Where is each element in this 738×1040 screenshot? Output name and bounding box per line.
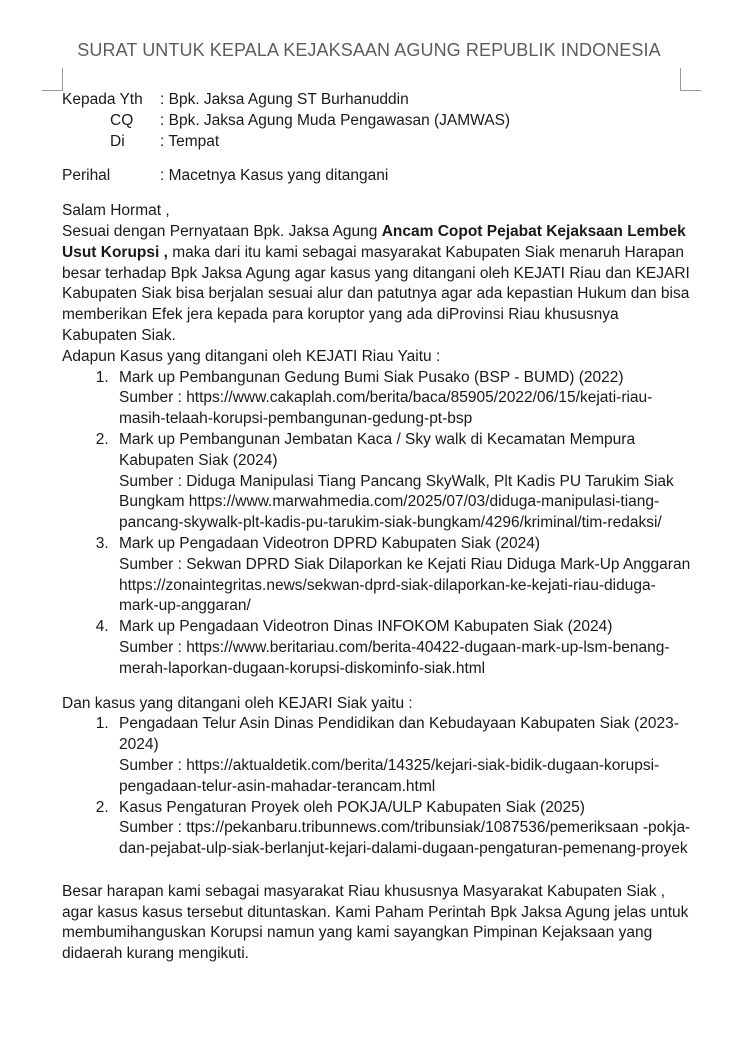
margin-corner-mark-left (42, 68, 63, 91)
case-source: Sumber : Diduga Manipulasi Tiang Pancang SkyWalk, Plt Kadis PU Tarukim Siak Bungkam https://www.marwahmedia.com/2025/07/03/diduga-manipulasi-tiang-pancang-skywalk-plt-kadis-pu-tarukim-siak-bungkam/4296/kriminal/tim-redaksi/ (119, 472, 674, 532)
address-value: : Bpk. Jaksa Agung ST Burhanuddin (160, 91, 409, 108)
intro-text: Sesuai dengan Pernyataan Bpk. Jaksa Agung (62, 222, 382, 240)
intro-paragraph (62, 222, 692, 347)
greeting: Salam Hormat , (62, 202, 170, 220)
case-title: Mark up Pengadaan Videotron DPRD Kabupaten Siak (2024) (119, 534, 541, 552)
case-title: Mark up Pengadaan Videotron Dinas INFOKOM Kabupaten Siak (2024) (119, 618, 613, 636)
address-label: CQ (110, 111, 134, 129)
list-item (113, 617, 692, 679)
kejati-heading: Adapun Kasus yang ditangani oleh KEJATI Riau Yaitu : (62, 347, 441, 365)
kejati-case-list (62, 368, 692, 680)
kejari-heading: Dan kasus yang ditangani oleh KEJARI Siak yaitu : (62, 694, 413, 712)
margin-corner-mark-right (680, 68, 701, 91)
closing-paragraph: Besar harapan kami sebagai masyarakat Riau khususnya Masyarakat Kabupaten Siak , agar kasus kasus tersebut dituntaskan. Kami Paham Perintah Bpk Jaksa Agung jelas untuk membumihanguskan Korupsi namun yang kami sayangkan Pimpinan Kejaksaan yang didaerah kurang mengikuti. (62, 882, 689, 963)
case-title: Pengadaan Telur Asin Dinas Pendidikan dan Kebudayaan Kabupaten Siak (2023-2024) (119, 715, 679, 754)
case-source: Sumber : https://www.cakaplah.com/berita/baca/85905/2022/06/15/kejati-riau-masih-telaah-korupsi-pembangunan-gedung-pt-bsp (119, 389, 653, 428)
address-row (62, 111, 692, 132)
document-title: SURAT UNTUK KEPALA KEJAKSAAN AGUNG REPUBLIK INDONESIA (77, 40, 661, 60)
case-source: Sumber : https://aktualdetik.com/berita/14325/kejari-siak-bidik-dugaan-korupsi-pengadaan-telur-asin-mahadar-terancam.html (119, 756, 660, 795)
case-source: Sumber : https://www.beritariau.com/berita-40422-dugaan-mark-up-lsm-benang-merah-laporkan-dugaan-korupsi-diskominfo-siak.html (119, 638, 670, 677)
address-label: Di (110, 132, 125, 150)
list-item (113, 798, 692, 860)
case-title: Mark up Pembangunan Gedung Bumi Siak Pusako (BSP - BUMD) (2022) (119, 368, 624, 386)
list-item (113, 534, 692, 617)
subject-value: : Macetnya Kasus yang ditangani (160, 167, 389, 185)
case-source: Sumber : Sekwan DPRD Siak Dilaporkan ke Kejati Riau Diduga Mark-Up Anggaran https://zonaintegritas.news/sekwan-dprd-siak-dilaporkan-ke-kejati-riau-diduga-mark-up-anggaran/ (119, 555, 691, 615)
letter-body (62, 90, 692, 965)
list-item (113, 430, 692, 534)
intro-bold-quote: Ancam Copot Pejabat Kejaksaan Lembek Usut Korupsi , (62, 222, 686, 261)
list-item (113, 368, 692, 430)
subject-label: Perihal (62, 167, 111, 185)
address-row (62, 132, 692, 153)
case-source: Sumber : ttps://pekanbaru.tribunnews.com/tribunsiak/1087536/pemeriksaan -pokja-dan-pejabat-ulp-siak-berlanjut-kejari-dalami-dugaan-pengaturan-pemenang-proyek (119, 819, 691, 858)
case-title: Mark up Pembangunan Jembatan Kaca / Sky walk di Kecamatan Mempura Kabupaten Siak (2024) (119, 430, 636, 469)
address-label: Kepada Yth (62, 91, 143, 108)
intro-text-rest: maka dari itu kami sebagai masyarakat Kabupaten Siak menaruh Harapan besar terhadap Bpk Jaksa Agung agar kasus yang ditangani oleh KEJATI Riau dan KEJARI Kabupaten Siak bisa berjalan sesuai alur dan patutnya agar ada kepastian Hukum dan bisa memberikan Efek jera kepada para koruptor yang ada diProvinsi Riau khususnya Kabupaten Siak. (62, 243, 690, 344)
kejari-case-list (62, 714, 692, 860)
address-block (62, 90, 692, 152)
address-row (62, 90, 692, 111)
address-value: : Tempat (160, 132, 220, 150)
list-item (113, 714, 692, 797)
address-value: : Bpk. Jaksa Agung Muda Pengawasan (JAMWAS) (160, 111, 511, 129)
subject-row (62, 166, 692, 187)
case-title: Kasus Pengaturan Proyek oleh POKJA/ULP Kabupaten Siak (2025) (119, 798, 585, 816)
